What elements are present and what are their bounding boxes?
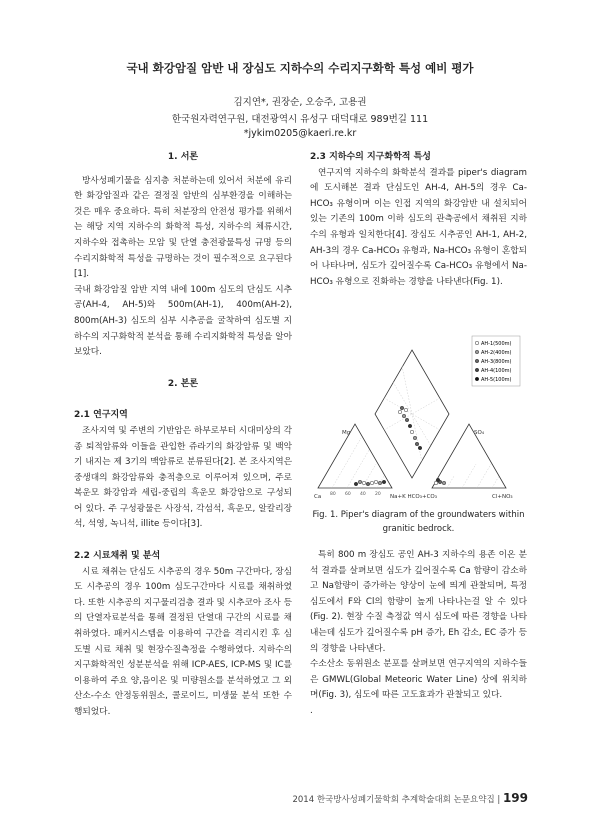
intro-heading: 1. 서론 bbox=[167, 152, 199, 162]
section-2-2-heading: 2.2 시료채취 및 분석 bbox=[74, 551, 161, 562]
paper-title: 국내 화강암질 암반 내 장심도 지하수의 수리지구화학 특성 예비 평가 bbox=[126, 61, 474, 75]
paper-affiliation: 한국원자력연구원, 대전광역시 유성구 대덕대로 989번길 111 bbox=[171, 114, 429, 125]
tick-4: 20 bbox=[375, 492, 381, 497]
right-column bbox=[310, 150, 527, 290]
footer-text: 2014 한국방사성폐기물학회 추계학술대회 논문요약집 bbox=[292, 795, 495, 805]
section-2-1-text: 조사지역 및 주변의 기반암은 하부로부터 시대미상의 각종 퇴적암류와 이들을 관입한 쥬라기의 화강암류 및 백악기 내지는 제 3기의 맥암류로 분류된다[2]. 본 조사지역은 중생대의 화강암류와 충적층으로 이루어져 있으며, 주로 복운모 화강암과 세립-중립의 흑운모 화강암으로 구성되어 있다. 주 구성광물은 사장석, 각섬석, 흑운모, 알칼리장석, 석영, 녹니석, illite 등이다[3]. bbox=[74, 425, 292, 530]
legend-item-ah3: AH-3(800m) bbox=[481, 359, 512, 365]
tick-2: 60 bbox=[345, 492, 351, 497]
section-2-3-text: 연구지역 지하수의 화학분석 결과를 piper's diagram에 도시해본 결과 단심도인 AH-4, AH-5의 경우 Ca-HCO₃ 유형이며 이는 인접 지역의 화강암반 내 설치되어 있는 기존의 100m 이하 심도의 관측공에서 채취된 지하수의 유형과 일치한다[4]. 장심도 시추공인 AH-1, AH-2, AH-3의 경우 Ca-HCO₃ 유형과, Na-HCO₃ 유형이 혼합되어 나타나며, 심도가 깊어질수록 Ca-HCO₃ 유형에서 Na-HCO₃ 유형으로 진화하는 경향을 나타낸다(Fig. 1). bbox=[310, 167, 527, 287]
section-2-3-heading: 2.3 지하수의 지구화학적 특성 bbox=[310, 152, 431, 162]
section-2-1-heading: 2.1 연구지역 bbox=[74, 410, 128, 421]
page-footer bbox=[292, 791, 528, 805]
label-so4: SO₄ bbox=[474, 430, 485, 436]
anion-triangle bbox=[432, 424, 506, 488]
section-2-2-text: 시료 채취는 단심도 시추공의 경우 50m 구간마다, 장심도 시추공의 경우 100m 심도구간마다 시료를 채취하였다. 또한 시추공의 지구물리검층 결과 및 시추코아 조사 등의 단열자료분석을 통해 결정된 단열대 구간의 시료를 채취하였다. 패커시스템을 이용하여 구간을 격리시킨 후 심도별 시료 채취 및 현장수질측정을 수행하였다. 지하수의 지구화학적인 성분분석을 위해 ICP-AES, ICP-MS 및 IC를 이용하여 주요 양,음이온 및 미량원소를 분석하였고 그 외 산소-수소 안정동위원소, 콜로이드, 미생물 분석 또한 수행되었다. bbox=[74, 566, 292, 717]
piper-diagram bbox=[312, 330, 524, 508]
trailing-dot: . bbox=[310, 705, 313, 716]
legend-item-ah2: AH-2(400m) bbox=[481, 350, 512, 356]
paper-email: *jykim0205@kaeri.re.kr bbox=[243, 128, 357, 139]
tick-3: 40 bbox=[360, 492, 366, 497]
label-ca: Ca bbox=[314, 494, 322, 500]
tick-1: 80 bbox=[330, 492, 336, 497]
cation-triangle bbox=[318, 424, 392, 488]
label-mg: Mg bbox=[342, 430, 351, 436]
legend bbox=[472, 336, 520, 386]
legend-item-ah5: AH-5(100m) bbox=[481, 377, 512, 383]
after-paragraph-1: 특히 800 m 장심도 공인 AH-3 지하수의 용존 이온 분석 결과를 살펴보면 심도가 깊어질수록 Ca 함량이 감소하고 Na함량이 증가하는 양상이 눈에 띄게 관찰되며, 특정 심도에서 F와 Cl의 함량이 높게 나타나는걸 알 수 있다(Fig. 2). 현장 수질 측정값 역시 심도에 따른 경향을 나타내는데 심도가 깊어질수록 pH 증가, Eh 감소, EC 증가 등의 경향을 나타낸다. bbox=[310, 550, 527, 654]
page-number: 199 bbox=[502, 791, 528, 805]
label-cl: Cl+NO₃ bbox=[492, 494, 513, 500]
legend-item-ah1: AH-1(500m) bbox=[481, 341, 512, 347]
after-paragraph-2: 수소산소 동위원소 분포를 살펴보면 연구지역의 지하수들은 GMWL(Global Meteoric Water Line) 상에 위치하며(Fig. 3), 심도에 따른 고도효과가 관찰되고 있다. bbox=[310, 659, 527, 701]
left-column bbox=[74, 150, 292, 721]
figure-caption: Fig. 1. Piper's diagram of the groundwaters within granitic bedrock. bbox=[312, 510, 525, 534]
footer-separator: | bbox=[497, 795, 501, 805]
intro-paragraph-2: 국내 화강암질 암반 지역 내에 100m 심도의 단심도 시추공(AH-4, AH-5)와 500m(AH-1), 400m(AH-2), 800m(AH-3) 심도의 심부 시추공을 굴착하여 심도별 지하수의 지구화학적 분석을 통해 수리지화학적 특성을 알아보았다. bbox=[74, 284, 292, 358]
legend-item-ah4: AH-4(100m) bbox=[481, 368, 512, 374]
body-heading: 2. 본론 bbox=[167, 378, 199, 389]
paper-authors: 김지연*, 권장순, 오승주, 고용권 bbox=[233, 97, 367, 108]
right-column-continued bbox=[310, 548, 527, 720]
piper-diagram-svg bbox=[312, 330, 524, 508]
label-bottom: Na+K HCO₃+CO₃ bbox=[390, 494, 437, 500]
intro-paragraph-1: 방사성폐기물을 심지층 처분하는데 있어서 처분에 유리한 화강암질과 같은 결정질 암반의 심부환경을 이해하는 것은 매우 중요하다. 특히 처분장의 안전성 평가를 위해서는 해당 지역 지하수의 화학적 특성, 지하수의 체류시간, 지하수와 접촉하는 모암 및 단열 충전광물특성 규명 등의 수리지화학적 특성을 규명하는 것이 필수적으로 요구된다[1]. bbox=[74, 175, 292, 280]
